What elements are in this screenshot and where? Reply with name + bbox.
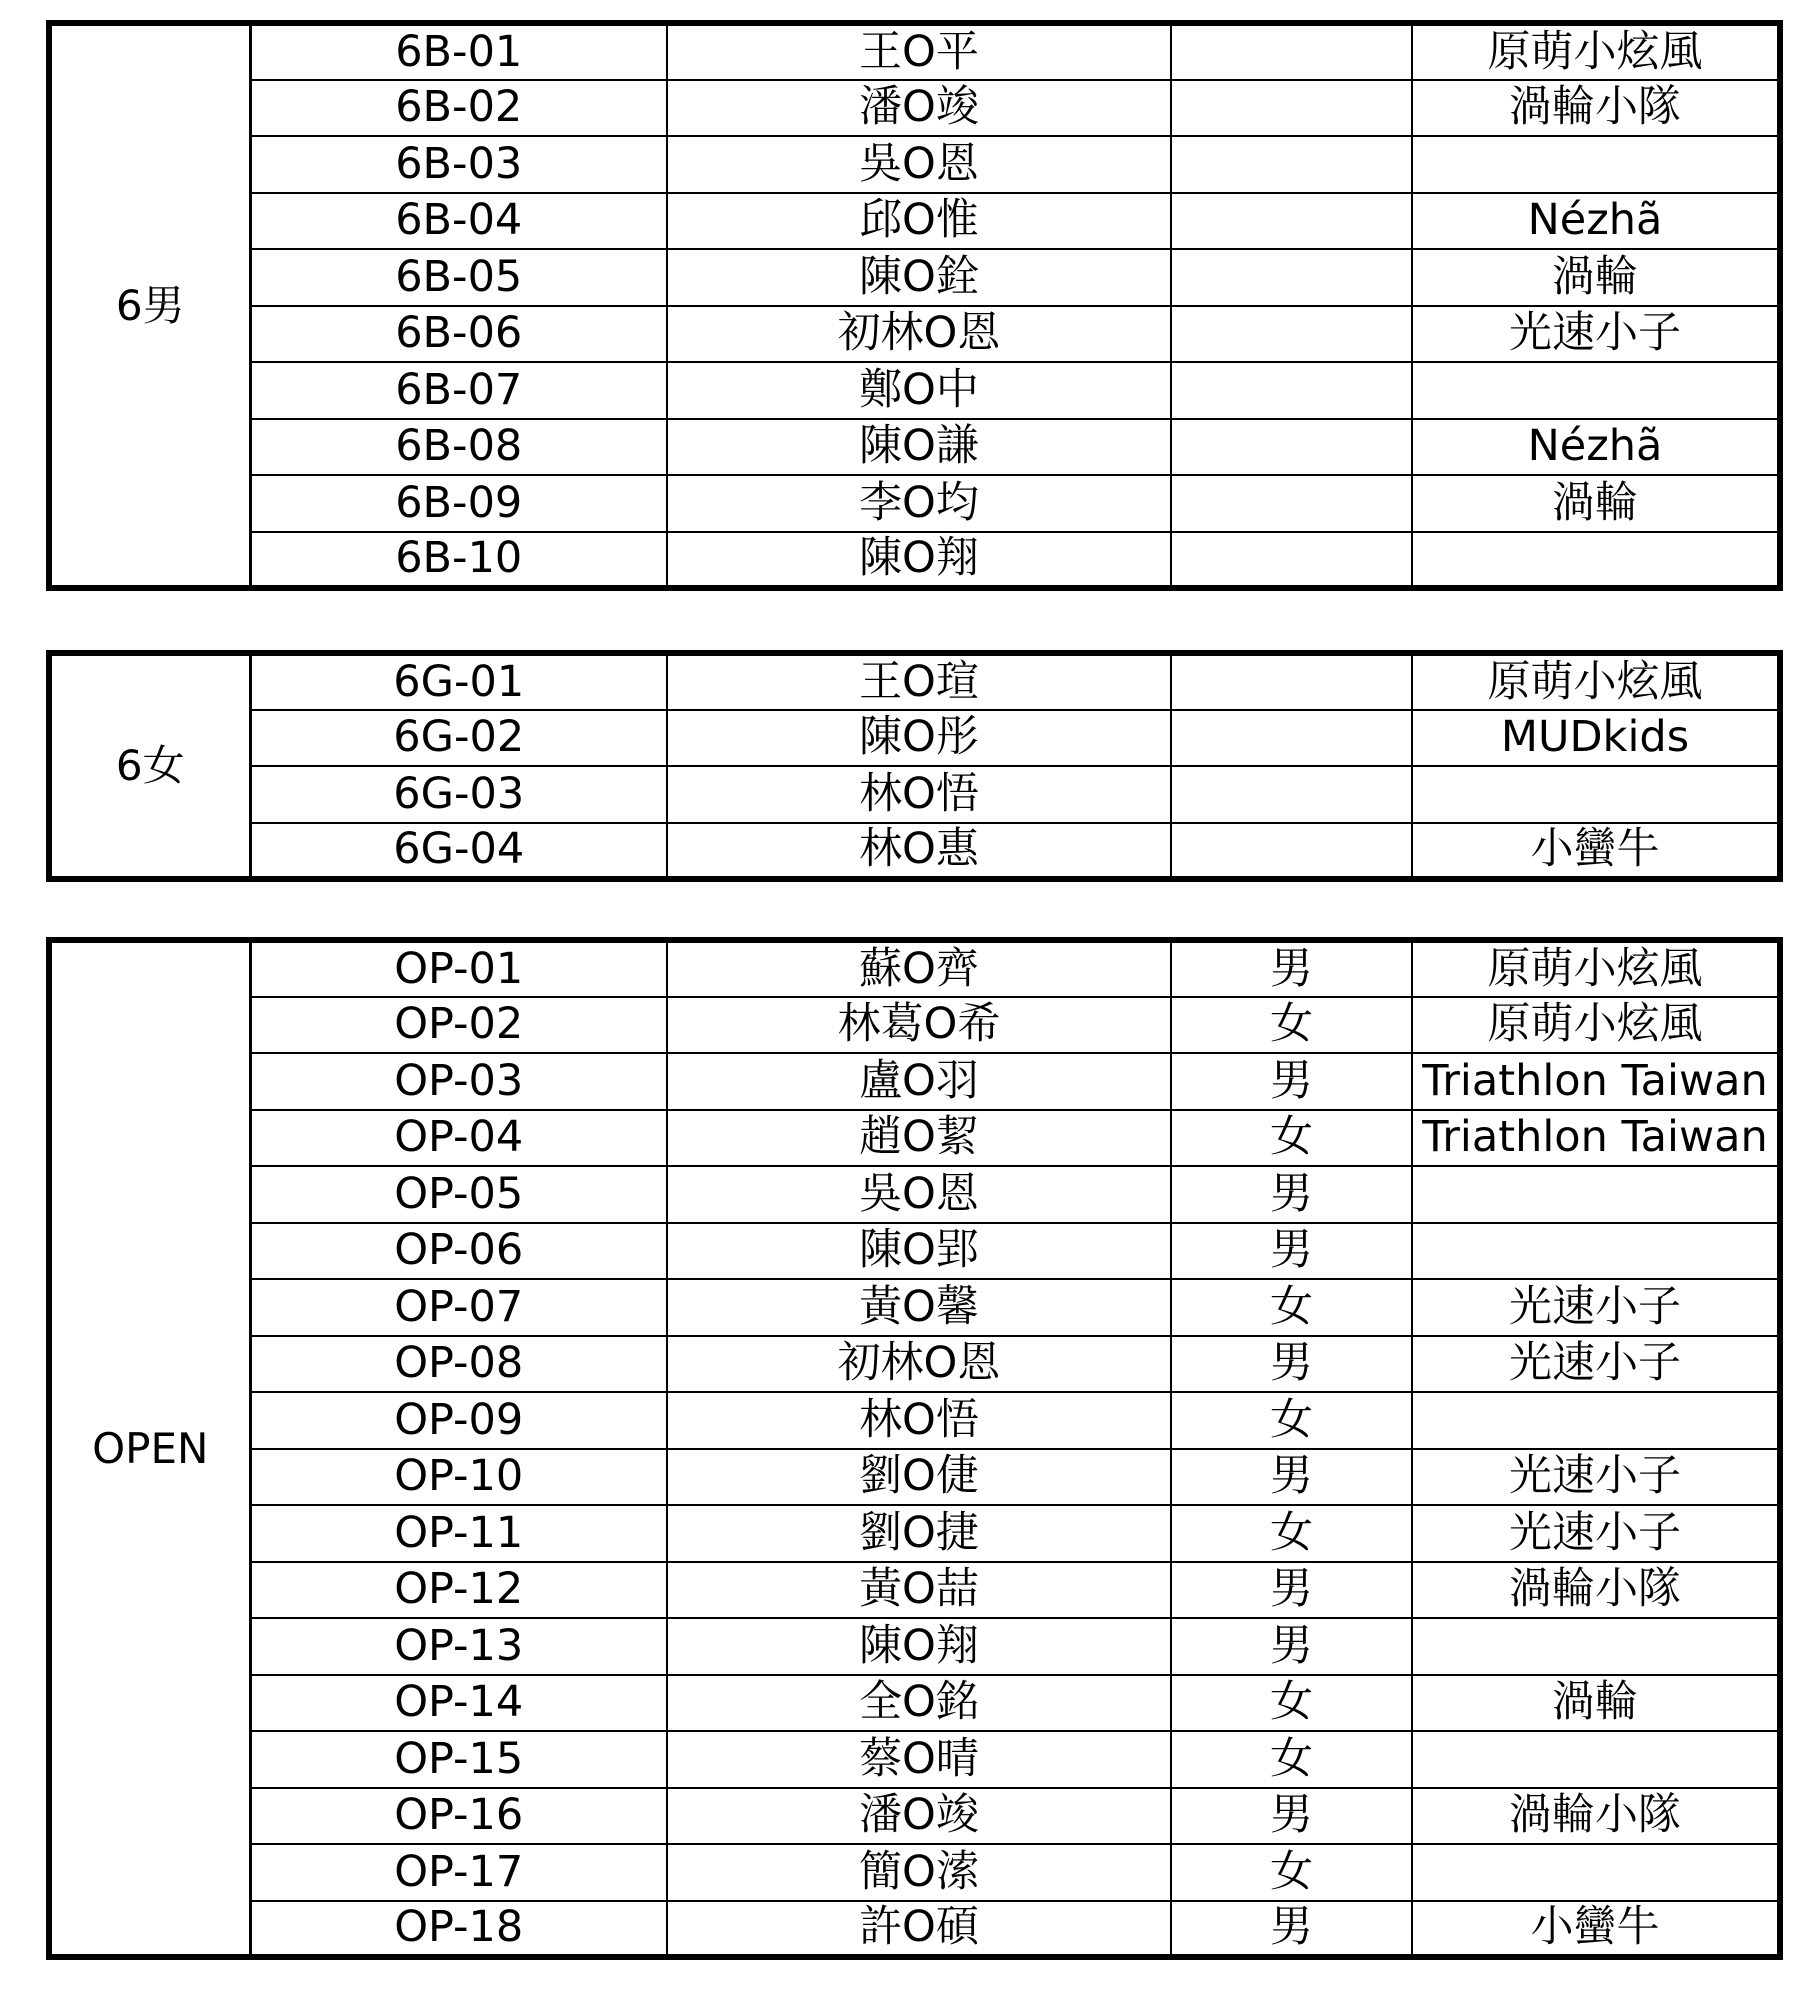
group-label: OPEN bbox=[49, 940, 250, 1957]
entry-id-cell: 6B-06 bbox=[250, 306, 667, 363]
team-cell bbox=[1412, 362, 1780, 419]
roster-table-6-boys bbox=[46, 20, 1783, 591]
athlete-name-cell: 蘇O齊 bbox=[667, 940, 1171, 997]
table-row bbox=[49, 1788, 1780, 1845]
gender-cell: 男 bbox=[1171, 1562, 1412, 1619]
athlete-name-cell: 陳O翔 bbox=[667, 532, 1171, 589]
entry-id-cell: OP-10 bbox=[250, 1449, 667, 1506]
gender-cell bbox=[1171, 193, 1412, 250]
athlete-name-cell: 劉O倢 bbox=[667, 1449, 1171, 1506]
entry-id-cell: OP-13 bbox=[250, 1618, 667, 1675]
gender-cell: 男 bbox=[1171, 1901, 1412, 1958]
gender-cell: 女 bbox=[1171, 1675, 1412, 1732]
group-label: 6男 bbox=[49, 23, 250, 588]
team-cell: Nézhã bbox=[1412, 193, 1780, 250]
table-row bbox=[49, 1618, 1780, 1675]
athlete-name-cell: 簡O溹 bbox=[667, 1844, 1171, 1901]
team-cell bbox=[1412, 1166, 1780, 1223]
athlete-name-cell: 林O悟 bbox=[667, 1392, 1171, 1449]
team-cell bbox=[1412, 1844, 1780, 1901]
gender-cell: 男 bbox=[1171, 1053, 1412, 1110]
athlete-name-cell: 王O瑄 bbox=[667, 653, 1171, 710]
entry-id-cell: OP-12 bbox=[250, 1562, 667, 1619]
entry-id-cell: 6B-08 bbox=[250, 419, 667, 476]
team-cell: 光速小子 bbox=[1412, 1449, 1780, 1506]
team-cell: 原萌小炫風 bbox=[1412, 653, 1780, 710]
team-cell: MUDkids bbox=[1412, 710, 1780, 767]
group-label: 6女 bbox=[49, 653, 250, 879]
team-cell: 渦輪 bbox=[1412, 249, 1780, 306]
team-cell: 原萌小炫風 bbox=[1412, 23, 1780, 80]
table-row bbox=[49, 193, 1780, 250]
entry-id-cell: OP-15 bbox=[250, 1731, 667, 1788]
gender-cell: 男 bbox=[1171, 940, 1412, 997]
athlete-name-cell: 蔡O晴 bbox=[667, 1731, 1171, 1788]
roster-table-6-girls bbox=[46, 650, 1783, 882]
gender-cell bbox=[1171, 80, 1412, 137]
team-cell: 光速小子 bbox=[1412, 1336, 1780, 1393]
team-cell bbox=[1412, 532, 1780, 589]
team-cell bbox=[1412, 1392, 1780, 1449]
athlete-name-cell: 初林O恩 bbox=[667, 1336, 1171, 1393]
team-cell: 渦輪小隊 bbox=[1412, 1788, 1780, 1845]
table-row bbox=[49, 1279, 1780, 1336]
gender-cell: 男 bbox=[1171, 1618, 1412, 1675]
athlete-name-cell: 許O碩 bbox=[667, 1901, 1171, 1958]
team-cell: 光速小子 bbox=[1412, 1505, 1780, 1562]
gender-cell: 女 bbox=[1171, 1844, 1412, 1901]
athlete-name-cell: 陳O彤 bbox=[667, 710, 1171, 767]
gender-cell bbox=[1171, 249, 1412, 306]
entry-id-cell: OP-06 bbox=[250, 1223, 667, 1280]
athlete-name-cell: 全O銘 bbox=[667, 1675, 1171, 1732]
entry-id-cell: OP-08 bbox=[250, 1336, 667, 1393]
table-row bbox=[49, 940, 1780, 997]
entry-id-cell: 6G-03 bbox=[250, 766, 667, 823]
gender-cell: 男 bbox=[1171, 1336, 1412, 1393]
table-row bbox=[49, 1392, 1780, 1449]
entry-id-cell: 6G-02 bbox=[250, 710, 667, 767]
entry-id-cell: OP-16 bbox=[250, 1788, 667, 1845]
entry-id-cell: OP-04 bbox=[250, 1110, 667, 1167]
entry-id-cell: OP-01 bbox=[250, 940, 667, 997]
athlete-name-cell: 林葛O希 bbox=[667, 997, 1171, 1054]
athlete-name-cell: 王O平 bbox=[667, 23, 1171, 80]
entry-id-cell: OP-09 bbox=[250, 1392, 667, 1449]
gender-cell: 女 bbox=[1171, 997, 1412, 1054]
athlete-name-cell: 陳O郢 bbox=[667, 1223, 1171, 1280]
table-row bbox=[49, 1223, 1780, 1280]
gender-cell bbox=[1171, 766, 1412, 823]
gender-cell: 女 bbox=[1171, 1731, 1412, 1788]
gender-cell: 女 bbox=[1171, 1110, 1412, 1167]
athlete-name-cell: 林O悟 bbox=[667, 766, 1171, 823]
team-cell: 光速小子 bbox=[1412, 1279, 1780, 1336]
gender-cell bbox=[1171, 475, 1412, 532]
entry-id-cell: 6B-10 bbox=[250, 532, 667, 589]
entry-id-cell: OP-14 bbox=[250, 1675, 667, 1732]
athlete-name-cell: 初林O恩 bbox=[667, 306, 1171, 363]
athlete-name-cell: 陳O謙 bbox=[667, 419, 1171, 476]
table-row bbox=[49, 1166, 1780, 1223]
gender-cell bbox=[1171, 710, 1412, 767]
entry-id-cell: 6B-03 bbox=[250, 136, 667, 193]
athlete-name-cell: 李O均 bbox=[667, 475, 1171, 532]
team-cell: 渦輪 bbox=[1412, 1675, 1780, 1732]
entry-id-cell: 6G-04 bbox=[250, 823, 667, 880]
table-row bbox=[49, 1449, 1780, 1506]
athlete-name-cell: 潘O竣 bbox=[667, 80, 1171, 137]
entry-id-cell: OP-03 bbox=[250, 1053, 667, 1110]
team-cell: 原萌小炫風 bbox=[1412, 940, 1780, 997]
athlete-name-cell: 陳O銓 bbox=[667, 249, 1171, 306]
gender-cell: 男 bbox=[1171, 1788, 1412, 1845]
entry-id-cell: 6B-01 bbox=[250, 23, 667, 80]
gender-cell bbox=[1171, 823, 1412, 880]
gender-cell bbox=[1171, 419, 1412, 476]
athlete-name-cell: 邱O惟 bbox=[667, 193, 1171, 250]
table-row bbox=[49, 1901, 1780, 1958]
entry-id-cell: 6B-05 bbox=[250, 249, 667, 306]
athlete-name-cell: 吳O恩 bbox=[667, 1166, 1171, 1223]
gender-cell: 男 bbox=[1171, 1166, 1412, 1223]
entry-id-cell: 6B-09 bbox=[250, 475, 667, 532]
entry-id-cell: 6B-02 bbox=[250, 80, 667, 137]
table-row bbox=[49, 766, 1780, 823]
table-row bbox=[49, 1110, 1780, 1167]
table-row bbox=[49, 532, 1780, 589]
table-row bbox=[49, 653, 1780, 710]
team-cell: 小蠻牛 bbox=[1412, 823, 1780, 880]
entry-id-cell: 6G-01 bbox=[250, 653, 667, 710]
table-row bbox=[49, 475, 1780, 532]
table-row bbox=[49, 1336, 1780, 1393]
team-cell: 小蠻牛 bbox=[1412, 1901, 1780, 1958]
table-row bbox=[49, 306, 1780, 363]
entry-id-cell: 6B-07 bbox=[250, 362, 667, 419]
gender-cell bbox=[1171, 653, 1412, 710]
roster-table-open bbox=[46, 937, 1783, 1960]
athlete-name-cell: 盧O羽 bbox=[667, 1053, 1171, 1110]
team-cell: 渦輪小隊 bbox=[1412, 1562, 1780, 1619]
gender-cell bbox=[1171, 23, 1412, 80]
table-row bbox=[49, 710, 1780, 767]
entry-id-cell: OP-17 bbox=[250, 1844, 667, 1901]
entry-id-cell: OP-18 bbox=[250, 1901, 667, 1958]
table-row bbox=[49, 1675, 1780, 1732]
gender-cell bbox=[1171, 136, 1412, 193]
gender-cell bbox=[1171, 306, 1412, 363]
team-cell bbox=[1412, 1731, 1780, 1788]
team-cell: Triathlon Taiwan bbox=[1412, 1053, 1780, 1110]
gender-cell bbox=[1171, 362, 1412, 419]
athlete-name-cell: 黃O馨 bbox=[667, 1279, 1171, 1336]
team-cell bbox=[1412, 1223, 1780, 1280]
athlete-name-cell: 劉O捷 bbox=[667, 1505, 1171, 1562]
entry-id-cell: OP-07 bbox=[250, 1279, 667, 1336]
table-row bbox=[49, 1562, 1780, 1619]
entry-id-cell: OP-02 bbox=[250, 997, 667, 1054]
table-row bbox=[49, 136, 1780, 193]
table-row bbox=[49, 1053, 1780, 1110]
table-row bbox=[49, 419, 1780, 476]
team-cell: Nézhã bbox=[1412, 419, 1780, 476]
athlete-name-cell: 鄭O中 bbox=[667, 362, 1171, 419]
team-cell bbox=[1412, 1618, 1780, 1675]
athlete-name-cell: 陳O翔 bbox=[667, 1618, 1171, 1675]
team-cell: 渦輪小隊 bbox=[1412, 80, 1780, 137]
team-cell: 渦輪 bbox=[1412, 475, 1780, 532]
table-row bbox=[49, 823, 1780, 880]
entry-id-cell: 6B-04 bbox=[250, 193, 667, 250]
table-row bbox=[49, 249, 1780, 306]
table-row bbox=[49, 23, 1780, 80]
table-row bbox=[49, 1505, 1780, 1562]
gender-cell: 男 bbox=[1171, 1449, 1412, 1506]
gender-cell: 女 bbox=[1171, 1279, 1412, 1336]
table-row bbox=[49, 1731, 1780, 1788]
team-cell: Triathlon Taiwan bbox=[1412, 1110, 1780, 1167]
table-row bbox=[49, 997, 1780, 1054]
athlete-name-cell: 黃O喆 bbox=[667, 1562, 1171, 1619]
table-row bbox=[49, 1844, 1780, 1901]
gender-cell bbox=[1171, 532, 1412, 589]
athlete-name-cell: 趙O絜 bbox=[667, 1110, 1171, 1167]
gender-cell: 男 bbox=[1171, 1223, 1412, 1280]
table-row bbox=[49, 362, 1780, 419]
athlete-name-cell: 潘O竣 bbox=[667, 1788, 1171, 1845]
athlete-name-cell: 林O惠 bbox=[667, 823, 1171, 880]
athlete-name-cell: 吳O恩 bbox=[667, 136, 1171, 193]
team-cell: 光速小子 bbox=[1412, 306, 1780, 363]
table-row bbox=[49, 80, 1780, 137]
gender-cell: 女 bbox=[1171, 1392, 1412, 1449]
team-cell: 原萌小炫風 bbox=[1412, 997, 1780, 1054]
team-cell bbox=[1412, 136, 1780, 193]
team-cell bbox=[1412, 766, 1780, 823]
gender-cell: 女 bbox=[1171, 1505, 1412, 1562]
entry-id-cell: OP-05 bbox=[250, 1166, 667, 1223]
entry-id-cell: OP-11 bbox=[250, 1505, 667, 1562]
